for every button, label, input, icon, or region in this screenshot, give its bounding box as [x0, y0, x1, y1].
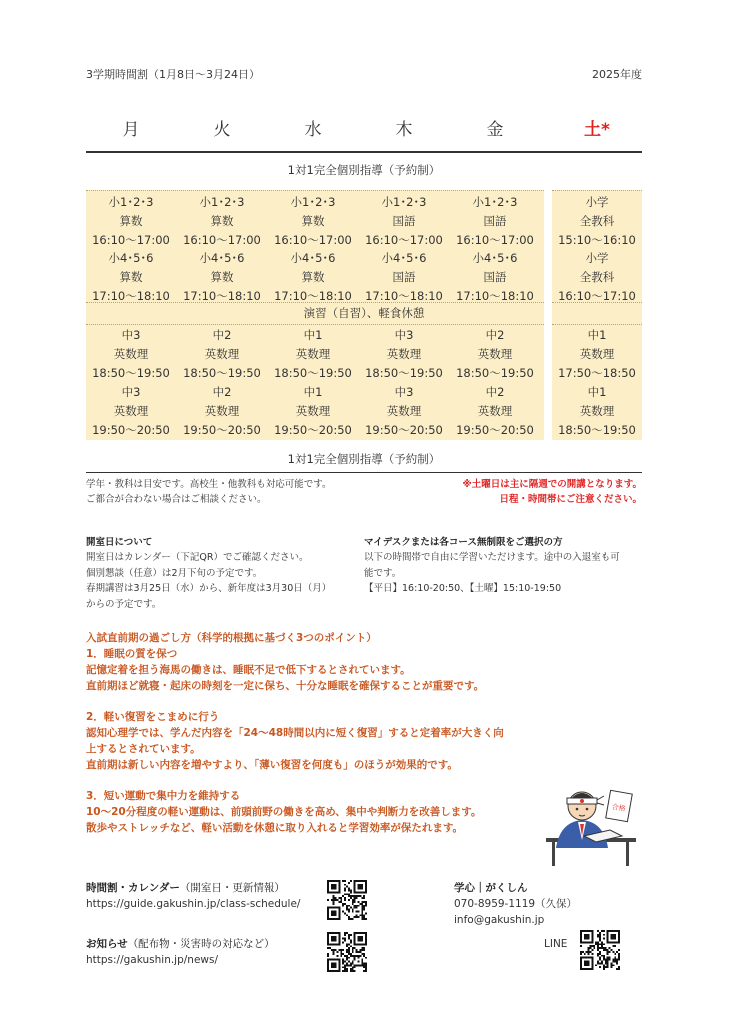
school-year: 2025年度 — [592, 68, 642, 81]
day-friday: 金 — [486, 120, 504, 140]
class-cell: 小4･5･6 国語 17:10〜18:10 — [456, 251, 534, 303]
tip-line: 散歩やストレッチなど、軽い活動を休憩に取り入れると学習効率が保たれます。 — [86, 822, 464, 834]
tip-1-title: 1．睡眠の質を保つ — [86, 648, 178, 660]
contact-info — [454, 880, 604, 928]
class-cell: 中3 英数理 19:50〜20:50 — [92, 385, 170, 437]
class-cell: 小学 全教科 15:10〜16:10 — [558, 195, 636, 247]
caption-bottom: 1対1完全個別指導（予約制） — [287, 452, 441, 466]
divider — [86, 190, 544, 191]
class-cell: 中3 英数理 19:50〜20:50 — [365, 385, 443, 437]
header-divider — [86, 151, 642, 153]
divider — [552, 190, 642, 191]
news-url[interactable]: https://gakushin.jp/news/ — [86, 954, 219, 966]
tip-line: 記憶定着を担う海馬の働きは、睡眠不足で低下するとされています。 — [86, 664, 411, 676]
student-illustration — [540, 778, 640, 870]
news-info — [86, 936, 326, 968]
note-left: 学年・教科は目安です。高校生・他教科も対応可能です。 ご都合が合わない場合はご相談ください。 — [86, 479, 332, 505]
line-label: LINE — [544, 938, 568, 950]
news-qr-icon[interactable] — [327, 932, 367, 972]
tip-line: 上するとされています。 — [86, 743, 201, 755]
schedule-grid — [86, 190, 642, 440]
mydesk-title: マイデスクまたは各コース無制限をご選択の方 — [364, 537, 563, 548]
class-cell: 中2 英数理 18:50〜19:50 — [456, 328, 534, 380]
class-cell: 小4･5･6 算数 17:10〜18:10 — [183, 251, 261, 303]
class-cell: 中1 英数理 18:50〜19:50 — [558, 385, 636, 437]
brand-name: 学心｜がくしん — [454, 882, 528, 894]
day-saturday: 土* — [584, 120, 610, 140]
class-cell: 小4･5･6 算数 17:10〜18:10 — [274, 251, 352, 303]
day-monday: 月 — [122, 120, 140, 140]
phone-number[interactable]: 070-8959-1119（久保） — [454, 898, 578, 910]
schedule-qr-icon[interactable] — [327, 880, 367, 920]
class-cell: 中1 英数理 18:50〜19:50 — [274, 328, 352, 380]
class-cell: 中2 英数理 18:50〜19:50 — [183, 328, 261, 380]
break-label: 演習（自習）、軽食休憩 — [303, 306, 425, 320]
class-cell: 中2 英数理 19:50〜20:50 — [183, 385, 261, 437]
tip-2-title: 2．軽い復習をこまめに行う — [86, 711, 220, 723]
open-days-section — [86, 534, 356, 612]
class-cell: 小1･2･3 算数 16:10〜17:00 — [92, 195, 170, 247]
divider — [552, 324, 642, 325]
schedule-subtitle: （開室日・更新情報） — [179, 882, 285, 894]
class-cell: 中1 英数理 17:50〜18:50 — [558, 328, 636, 380]
email-address[interactable]: info@gakushin.jp — [454, 914, 545, 926]
tip-line: 直前期は新しい内容を増やすより、「薄い復習を何度も」のほうが効果的です。 — [86, 759, 458, 771]
day-tuesday: 火 — [213, 120, 231, 140]
schedule-url[interactable]: https://guide.gakushin.jp/class-schedule/ — [86, 898, 301, 910]
tip-line: 直前期ほど就寝・起床の時刻を一定に保ち、十分な睡眠を確保することが重要です。 — [86, 680, 485, 692]
schedule-info — [86, 880, 326, 912]
open-days-title: 開室日について — [86, 537, 153, 548]
class-cell: 中2 英数理 19:50〜20:50 — [456, 385, 534, 437]
news-title: お知らせ — [86, 938, 128, 950]
class-cell: 小4･5･6 国語 17:10〜18:10 — [365, 251, 443, 303]
class-cell: 中3 英数理 18:50〜19:50 — [92, 328, 170, 380]
class-cell: 小4･5･6 算数 17:10〜18:10 — [92, 251, 170, 303]
tips-heading: 入試直前期の過ごし方（科学的根拠に基づく3つのポイント） — [86, 632, 377, 644]
schedule-title: 時間割・カレンダー — [86, 882, 180, 894]
caption-top: 1対1完全個別指導（予約制） — [287, 163, 441, 177]
news-subtitle: （配布物・災害時の対応など） — [127, 938, 275, 950]
line-qr-icon[interactable] — [580, 930, 620, 970]
bottom-divider — [86, 472, 642, 473]
open-days-body: 開室日はカレンダー（下記QR）でご確認ください。 個別懇談（任意）は2月下旬の予定です。 春期講習は3月25日（水）から、新年度は3月30日（月） からの予定です。 — [86, 552, 332, 610]
weekday-header — [86, 115, 642, 151]
class-cell: 小1･2･3 算数 16:10〜17:00 — [274, 195, 352, 247]
tip-3-title: 3．短い運動で集中力を維持する — [86, 790, 241, 802]
divider — [86, 324, 544, 325]
class-cell: 中1 英数理 19:50〜20:50 — [274, 385, 352, 437]
day-thursday: 木 — [395, 120, 413, 140]
class-cell: 小学 全教科 16:10〜17:10 — [558, 251, 636, 303]
tip-line: 10〜20分程度の軽い運動は、前頭前野の働きを高め、集中や判断力を改善します。 — [86, 806, 482, 818]
class-cell: 小1･2･3 国語 16:10〜17:00 — [365, 195, 443, 247]
term-title: 3学期時間割（1月8日〜3月24日） — [86, 68, 260, 81]
class-cell: 中3 英数理 18:50〜19:50 — [365, 328, 443, 380]
mydesk-section — [364, 534, 644, 597]
tip-line: 認知心理学では、学んだ内容を「24〜48時間以内に短く復習」すると定着率が大きく向 — [86, 727, 504, 739]
note-saturday: ※土曜日は主に隔週での開講となります。 日程・時間帯にご注意ください。 — [462, 479, 642, 505]
headband-text: 合格 — [611, 802, 627, 814]
day-wednesday: 水 — [304, 120, 322, 140]
mydesk-body: 以下の時間帯で自由に学習いただけます。途中の入退室も可 能です。 【平日】16:10-20:50、【土曜】15:10-19:50 — [364, 552, 620, 594]
class-cell: 小1･2･3 国語 16:10〜17:00 — [456, 195, 534, 247]
class-cell: 小1･2･3 算数 16:10〜17:00 — [183, 195, 261, 247]
